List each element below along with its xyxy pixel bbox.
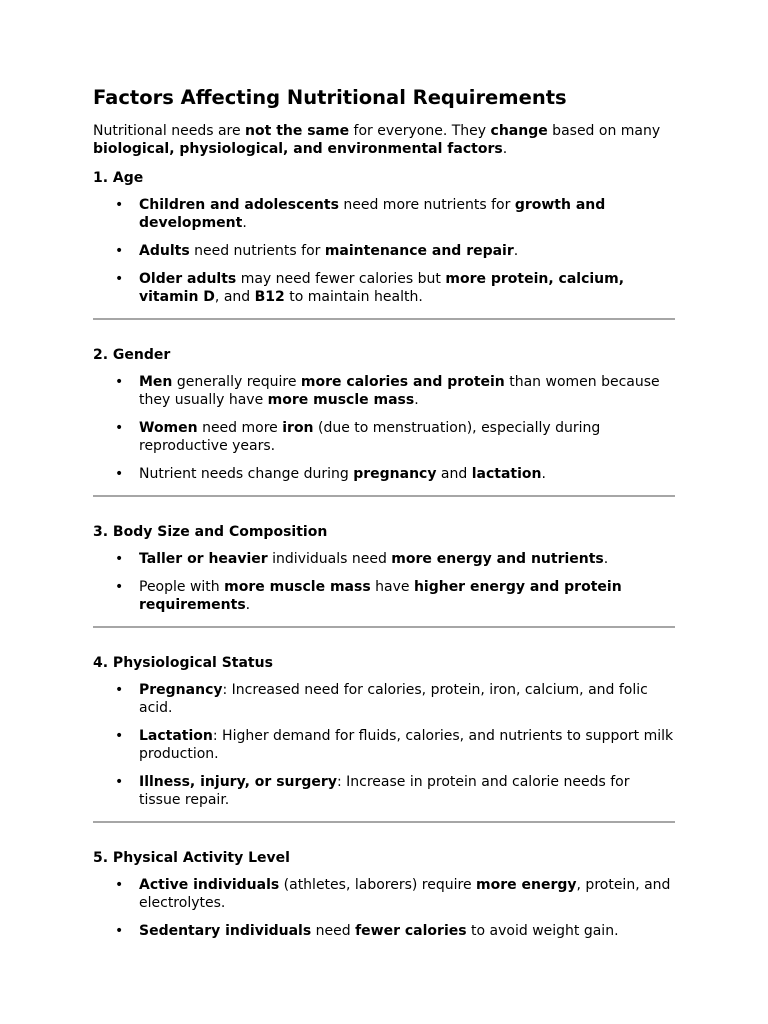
- bullet-icon: •: [115, 728, 124, 744]
- text-run: may need fewer calories but: [236, 271, 446, 287]
- bullet-icon: •: [115, 774, 124, 790]
- bullet-icon: •: [115, 877, 124, 893]
- bold-text-run: pregnancy: [353, 466, 437, 482]
- section-divider: [93, 318, 675, 320]
- bullet-icon: •: [115, 197, 124, 213]
- bold-text-run: B12: [254, 289, 285, 305]
- section-heading: 5. Physical Activity Level: [93, 850, 290, 866]
- bullet-icon: •: [115, 923, 124, 939]
- section-heading: 3. Body Size and Composition: [93, 524, 328, 540]
- text-run: need more: [197, 420, 283, 436]
- list-item: [93, 373, 675, 409]
- bullet-icon: •: [115, 243, 124, 259]
- bold-text-run: more protein, calcium, vitamin D: [139, 271, 625, 305]
- section: [93, 849, 675, 940]
- list-item: [93, 922, 675, 940]
- text-run: Nutrient needs change during: [139, 466, 354, 482]
- text-run: have: [370, 579, 414, 595]
- text-run: need nutrients for: [189, 243, 325, 259]
- bold-text-run: not the same: [245, 123, 350, 139]
- list-item: [93, 242, 675, 260]
- bold-text-run: Children and adolescents: [139, 197, 339, 213]
- bold-text-run: fewer calories: [355, 923, 467, 939]
- bold-text-run: more energy and nutrients: [391, 551, 604, 567]
- list-item: [93, 419, 675, 455]
- section: [93, 346, 675, 483]
- text-run: .: [541, 466, 546, 482]
- bullet-list: [93, 373, 675, 483]
- bullet-list: [93, 196, 675, 306]
- text-run: (athletes, laborers) require: [279, 877, 477, 893]
- text-run: .: [603, 551, 609, 567]
- section-heading: 2. Gender: [93, 347, 171, 363]
- text-run: : Increase in protein and calorie needs for tissue repair.: [139, 774, 630, 808]
- bold-text-run: Taller or heavier: [139, 551, 268, 567]
- text-run: .: [502, 141, 508, 157]
- bold-text-run: more energy: [476, 877, 577, 893]
- list-item: [93, 550, 675, 568]
- bold-text-run: Men: [139, 374, 173, 390]
- bold-text-run: more muscle mass: [224, 579, 371, 595]
- bullet-icon: •: [115, 551, 124, 567]
- bullet-list: [93, 550, 675, 614]
- bold-text-run: Pregnancy: [139, 682, 223, 698]
- text-run: need: [311, 923, 356, 939]
- document-page: [93, 86, 675, 940]
- bullet-icon: •: [115, 374, 124, 390]
- section-heading: 1. Age: [93, 170, 144, 186]
- text-run: : Higher demand for fluids, calories, and nutrients to support milk production.: [139, 728, 674, 762]
- text-run: and: [436, 466, 472, 482]
- list-item: [93, 727, 675, 763]
- text-run: than women because they usually have: [139, 374, 660, 408]
- bullet-icon: •: [115, 466, 124, 482]
- section-divider: [93, 821, 675, 823]
- bullet-icon: •: [115, 271, 124, 287]
- bullet-icon: •: [115, 420, 124, 436]
- bullet-list: [93, 681, 675, 809]
- page-title: Factors Affecting Nutritional Requirements: [93, 86, 567, 109]
- text-run: , protein, and electrolytes.: [139, 877, 671, 911]
- text-run: need more nutrients for: [338, 197, 515, 213]
- text-run: to avoid weight gain.: [466, 923, 619, 939]
- text-run: .: [245, 597, 251, 613]
- bold-text-run: biological, physiological, and environmental factors: [93, 141, 503, 157]
- bold-text-run: Sedentary individuals: [139, 923, 312, 939]
- list-item: [93, 270, 675, 306]
- text-run: generally require: [172, 374, 301, 390]
- section: [93, 523, 675, 614]
- section-divider: [93, 495, 675, 497]
- section: [93, 169, 675, 306]
- text-run: to maintain health.: [284, 289, 423, 305]
- bold-text-run: Active individuals: [139, 877, 280, 893]
- sections-container: [93, 169, 675, 940]
- list-item: [93, 876, 675, 912]
- intro-paragraph: [93, 122, 675, 158]
- bullet-icon: •: [115, 682, 124, 698]
- text-run: , and: [214, 289, 255, 305]
- bold-text-run: maintenance and repair: [324, 243, 514, 259]
- text-run: Nutritional needs are: [93, 123, 246, 139]
- section: [93, 654, 675, 809]
- bold-text-run: Older adults: [139, 271, 237, 287]
- bold-text-run: Women: [139, 420, 198, 436]
- bullet-list: [93, 876, 675, 940]
- section-heading: 4. Physiological Status: [93, 655, 273, 671]
- list-item: [93, 681, 675, 717]
- text-run: People with: [139, 579, 225, 595]
- bold-text-run: iron: [282, 420, 314, 436]
- text-run: for everyone. They: [349, 123, 491, 139]
- bold-text-run: change: [490, 123, 548, 139]
- section-divider: [93, 626, 675, 628]
- list-item: [93, 465, 675, 483]
- bold-text-run: lactation: [471, 466, 542, 482]
- text-run: .: [513, 243, 519, 259]
- bold-text-run: higher energy and protein requirements: [139, 579, 622, 613]
- bold-text-run: Illness, injury, or surgery: [139, 774, 337, 790]
- text-run: : Increased need for calories, protein, iron, calcium, and folic acid.: [139, 682, 648, 716]
- list-item: [93, 196, 675, 232]
- text-run: based on many: [547, 123, 661, 139]
- bold-text-run: growth and development: [139, 197, 606, 231]
- bold-text-run: more muscle mass: [267, 392, 415, 408]
- text-run: .: [242, 215, 247, 231]
- text-run: .: [414, 392, 419, 408]
- bullet-icon: •: [115, 579, 124, 595]
- bold-text-run: Lactation: [139, 728, 213, 744]
- bold-text-run: more calories and protein: [300, 374, 505, 390]
- list-item: [93, 773, 675, 809]
- text-run: individuals need: [267, 551, 392, 567]
- text-run: (due to menstruation), especially during reproductive years.: [139, 420, 601, 454]
- list-item: [93, 578, 675, 614]
- bold-text-run: Adults: [139, 243, 190, 259]
